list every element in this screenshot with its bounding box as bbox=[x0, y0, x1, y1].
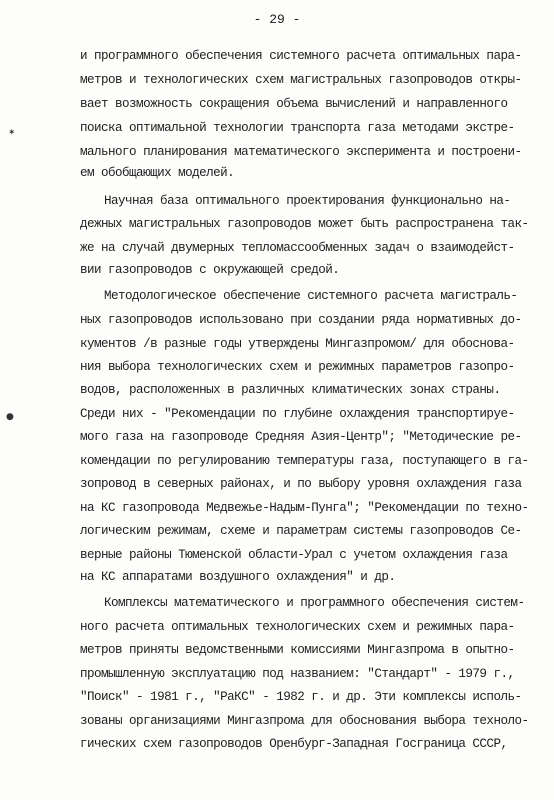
text-line: Методологическое обеспечение системного расчета магистраль- bbox=[104, 289, 518, 303]
text-line: на КС аппаратами воздушного охлаждения" и др. bbox=[80, 570, 396, 584]
text-line: вии газопроводов с окружающей средой. bbox=[80, 263, 340, 277]
text-line: Научная база оптимального проектирования функционально на- bbox=[104, 194, 511, 208]
text-line: Комплексы математического и программного обеспечения систем- bbox=[104, 596, 525, 610]
text-line: и программного обеспечения системного расчета оптимальных пара- bbox=[80, 49, 522, 63]
text-line: мого газа на газопроводе Средняя Азия-Центр"; "Методические ре- bbox=[80, 430, 522, 444]
text-line: метров приняты ведомственными комиссиями Мингазпрома в опытно- bbox=[80, 643, 515, 657]
text-line: ния выбора технологических схем и режимных параметров газопро- bbox=[80, 360, 515, 374]
text-line: вает возможность сокращения объема вычислений и направленного bbox=[80, 97, 508, 111]
text-line: же на случай двумерных тепломассообменных задач о взаимодейст- bbox=[80, 241, 515, 255]
text-line: гических схем газопроводов Оренбург-Западная Госграница СССР, bbox=[80, 737, 508, 751]
text-line: логическим режимам, схеме и параметрам системы газопроводов Се- bbox=[80, 524, 522, 538]
text-line: метров и технологических схем магистральных газопроводов откры- bbox=[80, 73, 522, 87]
text-line: поиска оптимальной технологии транспорта газа методами экстре- bbox=[80, 121, 515, 135]
text-line: "Поиск" - 1981 г., "РаКС" - 1982 г. и др. Эти комплексы исполь- bbox=[80, 690, 522, 704]
text-line: ных газопроводов использовано при создании ряда нормативных до- bbox=[80, 313, 522, 327]
text-line: дежных магистральных газопроводов может быть распространена так- bbox=[80, 217, 528, 231]
margin-mark: ● bbox=[6, 412, 14, 422]
text-line: мального планирования математического эксперимента и построени- bbox=[80, 145, 522, 159]
text-line: на КС газопровода Медвежье-Надым-Пунга"; "Рекомендации по техно- bbox=[80, 501, 528, 515]
text-line: Среди них - "Рекомендации по глубине охлаждения транспортируе- bbox=[80, 407, 515, 421]
page-number: - 29 - bbox=[253, 12, 301, 27]
text-line: верные районы Тюменской области-Урал с учетом охлаждения газа bbox=[80, 548, 508, 562]
text-line: ного расчета оптимальных технологических схем и режимных пара- bbox=[80, 620, 515, 634]
text-line: ем обобщающих моделей. bbox=[80, 166, 235, 180]
text-line: зопровод в северных районах, и по выбору уровня охлаждения газа bbox=[80, 477, 522, 491]
margin-mark: ✶ bbox=[8, 128, 16, 138]
text-line: комендации по регулированию температуры газа, поступающего в га- bbox=[80, 454, 528, 468]
text-line: кументов /в разные годы утверждены Мингазпромом/ для обоснова- bbox=[80, 337, 515, 351]
text-line: промышленную эксплуатацию под названием: "Стандарт" - 1979 г., bbox=[80, 667, 515, 681]
text-line: зованы организациями Мингазпрома для обоснования выбора техноло- bbox=[80, 714, 528, 728]
text-line: водов, расположенных в различных климатических зонах страны. bbox=[80, 383, 501, 397]
